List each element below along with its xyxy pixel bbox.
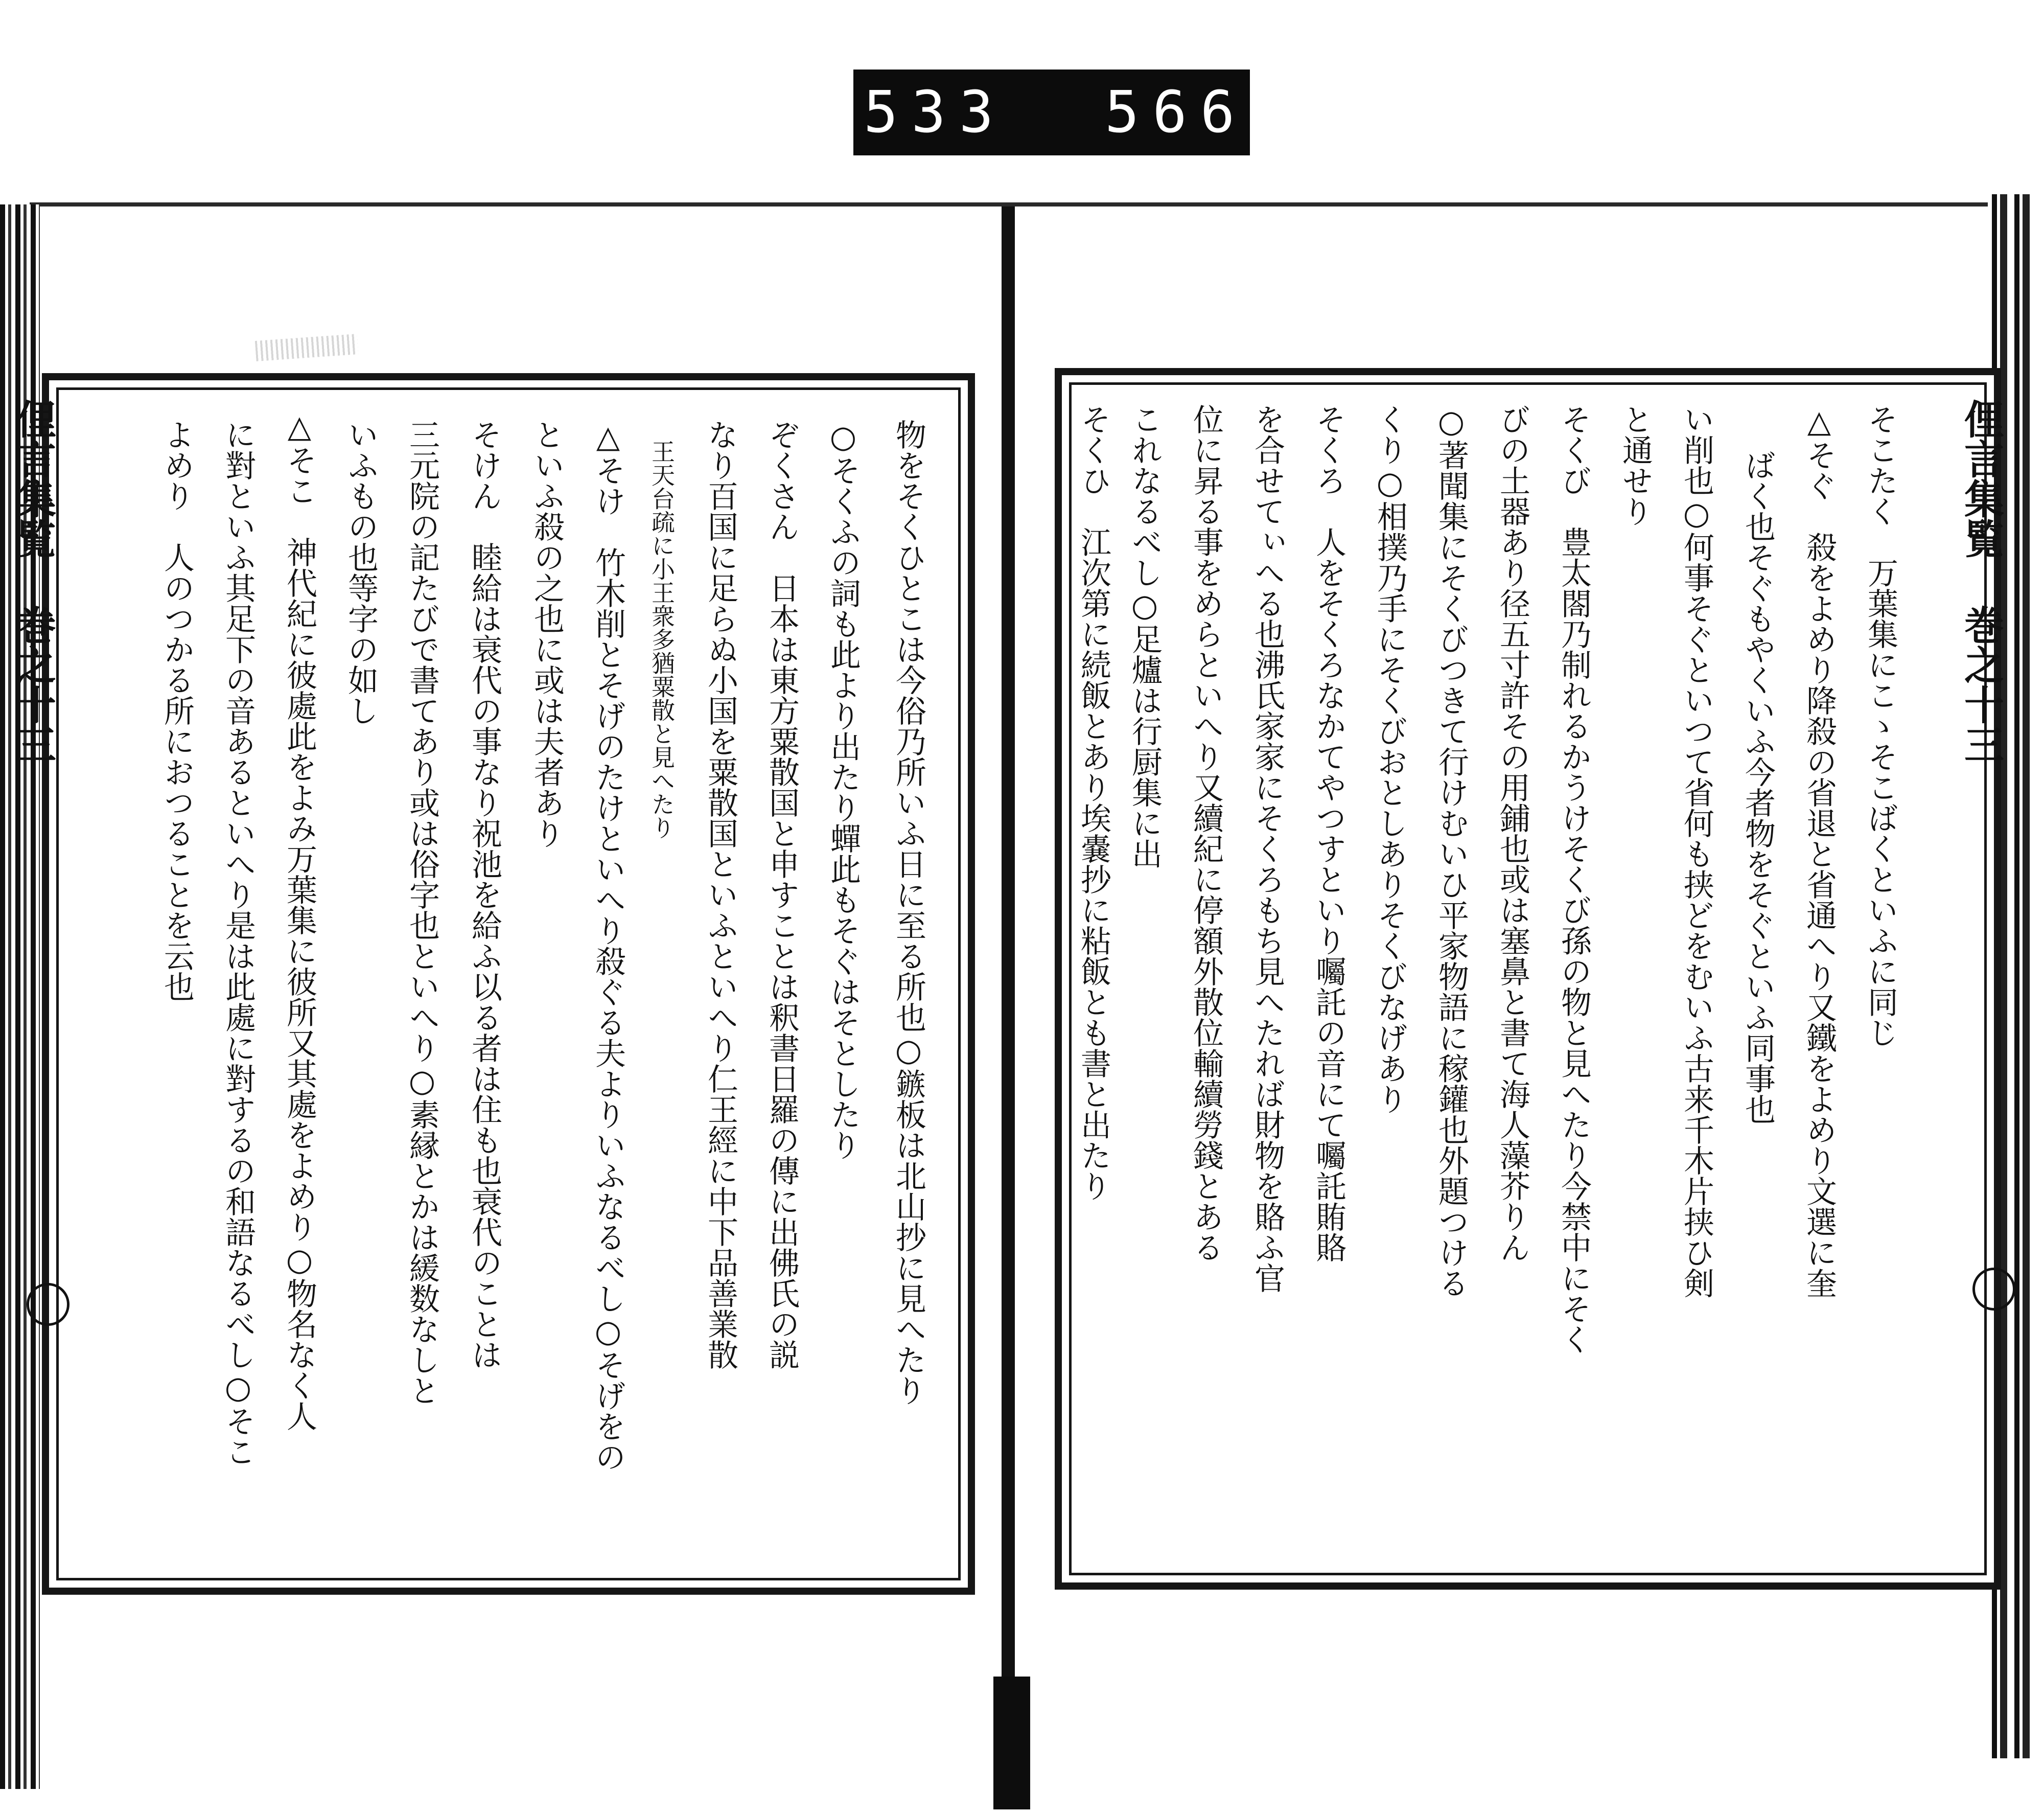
left-page-column-5: 王天台疏に小王衆多猶粟散と見へたり: [648, 440, 676, 839]
left-page-column-11: △そこ 神代紀に彼處此をよみ万葉集に彼所又其處をよめり○物名なく人: [282, 409, 317, 1431]
left-page-column-12: に對といふ其足下の音あるといへり是は此處に對するの和語なるべし○そこ: [220, 419, 256, 1467]
left-page-column-10: いふもの也等字の如し: [343, 419, 379, 726]
right-page-column-9: くり○相撲乃手にそくびおとしありそくびなげあり: [1372, 404, 1408, 1114]
left-page-number-mark: [27, 1283, 69, 1326]
right-page-column-14: そくひ 江次第に続飯とあり埃嚢抄に粘飯とも書と出たり: [1076, 404, 1111, 1201]
catalog-number-tag: [853, 70, 1296, 155]
right-page-column-6: そくび 豊太閤乃制れるかうけそくび孫の物と見へたり今禁中にそく: [1556, 404, 1592, 1355]
left-page-header: 俚言集覧 巻之十三: [10, 399, 56, 764]
right-page-column-10: そくろ 人をそくろなかてやつすといり囑託の音にて囑託賄賂: [1311, 404, 1346, 1263]
left-page-column-7: といふ殺の之也に或は夫者あり: [529, 419, 565, 848]
left-page-column-8: そけん 睦給は衰代の事なり祝池を給ふ以る者は住も也衰代のことは: [467, 419, 502, 1370]
catalog-number-left: 533: [864, 79, 1007, 146]
right-page-column-2: △そぐ 殺をよめり降殺の省退と省通へり又鐵をよめり文選に奎: [1801, 404, 1837, 1298]
right-page-column-1: そこたく 万葉集にこゝそこばくといふに同じ: [1863, 404, 1898, 1048]
right-page-column-8: ○著聞集にそくびつきて行けむいひ平家物語に稼鑵也外題つける: [1433, 404, 1469, 1298]
right-page-column-5: と通せり: [1617, 404, 1653, 526]
right-page-number-mark: [1972, 1268, 2015, 1311]
left-page-column-2: ○そくふの詞も此より出たり蟬此もそぐはそとしたり: [825, 419, 861, 1160]
right-page-header: 俚言集覧 巻之十三: [1958, 399, 2004, 764]
right-page-column-13: これなるべし○足爐は行厨集に出: [1127, 404, 1163, 869]
binding-clip: [993, 1677, 1030, 1809]
gutter: [1002, 206, 1015, 1679]
left-page-column-6: △そけ 竹木削とそげのたけといへり殺ぐる夫よりいふなるべし○そげをの: [590, 419, 626, 1472]
left-page-column-13: よめり 人のつかる所におつることを云也: [159, 419, 195, 1002]
catalog-number-right: 566.: [1105, 79, 1296, 146]
right-page-column-12: 位に昇る事をめらといへり又續紀に停額外散位輸續勞錢とある: [1188, 404, 1224, 1263]
left-page-column-4: なり百国に足らぬ小国を粟散国といふといへり仁王經に中下品善業散: [703, 419, 738, 1370]
right-page-column-7: びの土器あり径五寸許その用鋪也或は塞鼻と書て海人藻芥りん: [1495, 404, 1530, 1263]
left-page-column-9: 三元院の記たびで書てあり或は俗字也といへり○素縁とかは緩数なしと: [404, 419, 440, 1406]
right-page-column-3: ばく也そぐもやくいふ今者物をそぐといふ同事也: [1740, 450, 1776, 1124]
binding-edge: [30, 202, 2023, 206]
left-page-column-1: 物をそくひとこは今俗乃所いふ日に至る所也○鏃板は北山抄に見へたり: [891, 419, 926, 1406]
right-page-column-11: を合せてぃへる也沸氏家家にそくろもち見へたれば財物を賂ふ官: [1249, 404, 1285, 1293]
right-page-column-4: い削也○何事そぐといつて省何も挟どをむいふ古来千木片挟ひ剣: [1679, 404, 1714, 1298]
left-page-column-3: ぞくさん 日本は東方粟散国と申すことは釈書日羅の傳に出佛氏の説: [764, 419, 800, 1370]
